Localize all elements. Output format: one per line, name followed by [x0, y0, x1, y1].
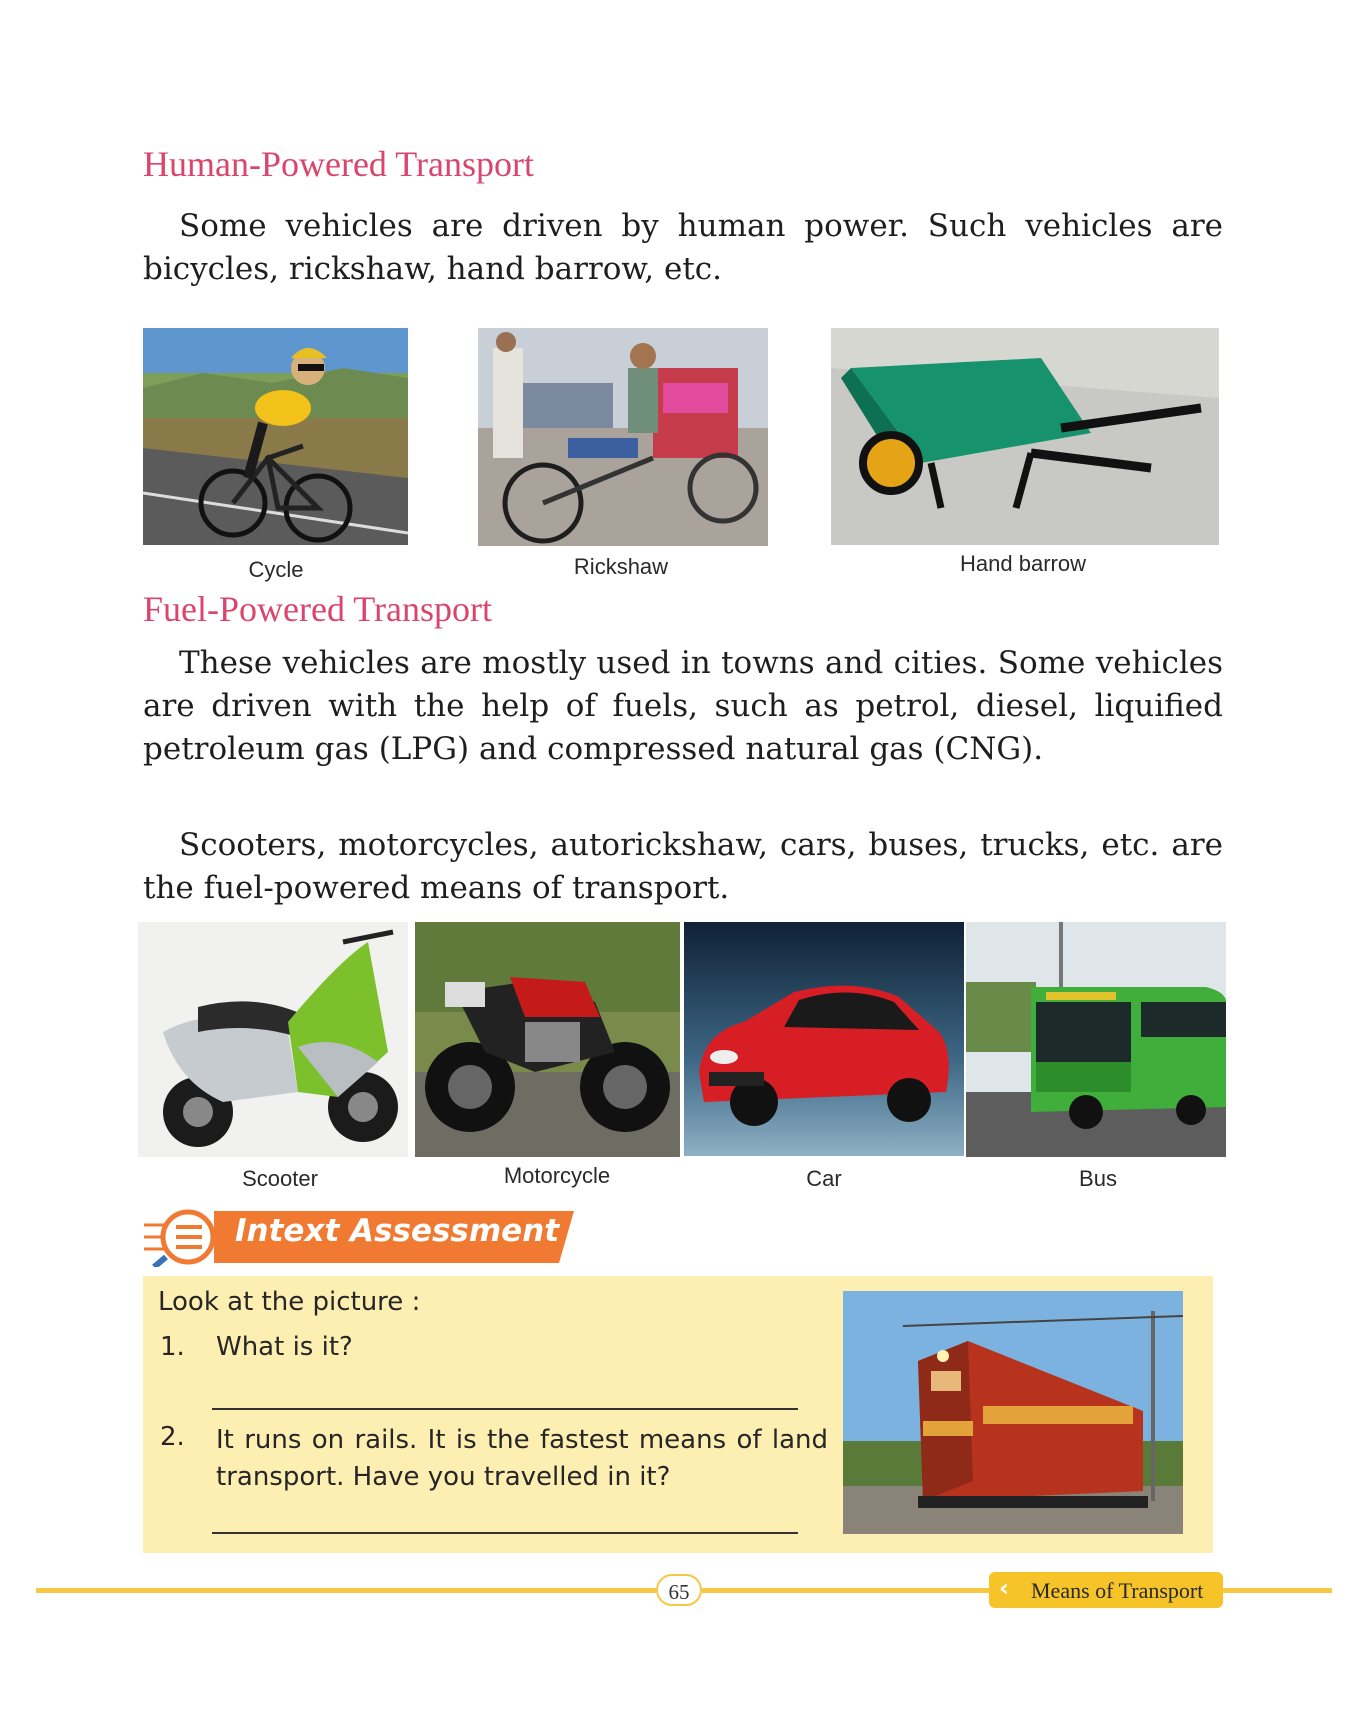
question-2-text: It runs on rails. It is the fastest means of land transport. Have you travelled in it? [216, 1425, 828, 1492]
car-photo [684, 922, 964, 1156]
car-caption: Car [806, 1166, 842, 1191]
hand-barrow-caption: Hand barrow [960, 551, 1086, 576]
section-heading-fuel: Fuel-Powered Transport [143, 589, 492, 629]
rickshaw-caption: Rickshaw [573, 554, 669, 579]
cycle-caption: Cycle [248, 557, 304, 582]
magnifier-list-icon [144, 1212, 213, 1267]
page-number: 65 [656, 1574, 702, 1606]
human-paragraph: Some vehicles are driven by human power. Such vehicles are bicycles, rickshaw, hand barrow, etc. [143, 208, 1223, 287]
fuel-paragraph-1: These vehicles are mostly used in towns and cities. Some vehicles are driven with the help of fuels, such as petrol, diesel, liquified petroleum gas (LPG) and compressed natural gas (CNG). [143, 645, 1223, 767]
fuel-paragraph-2: Scooters, motorcycles, autorickshaw, cars, buses, trucks, etc. are the fuel-powered means of transport. [143, 827, 1223, 906]
chapter-title: Means of Transport [1031, 1578, 1204, 1603]
rickshaw-photo [478, 328, 768, 546]
question-1-number: 1. [160, 1332, 185, 1362]
question-1-text: What is it? [216, 1332, 353, 1362]
intext-assessment-title: Intext Assessment [235, 1213, 560, 1249]
footer-rule-left [36, 1588, 656, 1593]
motorcycle-caption: Motorcycle [503, 1163, 611, 1188]
chevron-left-icon: ‹ [999, 1574, 1009, 1602]
assessment-instruction: Look at the picture : [158, 1287, 421, 1317]
bus-photo [966, 922, 1226, 1157]
answer-line-1[interactable] [212, 1408, 798, 1410]
scooter-caption: Scooter [242, 1166, 318, 1191]
question-2-number: 2. [160, 1422, 185, 1452]
section-heading-human: Human-Powered Transport [143, 144, 534, 184]
train-photo [843, 1291, 1183, 1534]
wheelbarrow-photo [831, 328, 1219, 545]
cycle-photo [143, 328, 408, 545]
motorcycle-photo [415, 922, 680, 1157]
scooter-photo [138, 922, 408, 1157]
answer-line-2[interactable] [212, 1532, 798, 1534]
chapter-tab[interactable] [989, 1572, 1223, 1608]
bus-caption: Bus [1079, 1166, 1117, 1191]
